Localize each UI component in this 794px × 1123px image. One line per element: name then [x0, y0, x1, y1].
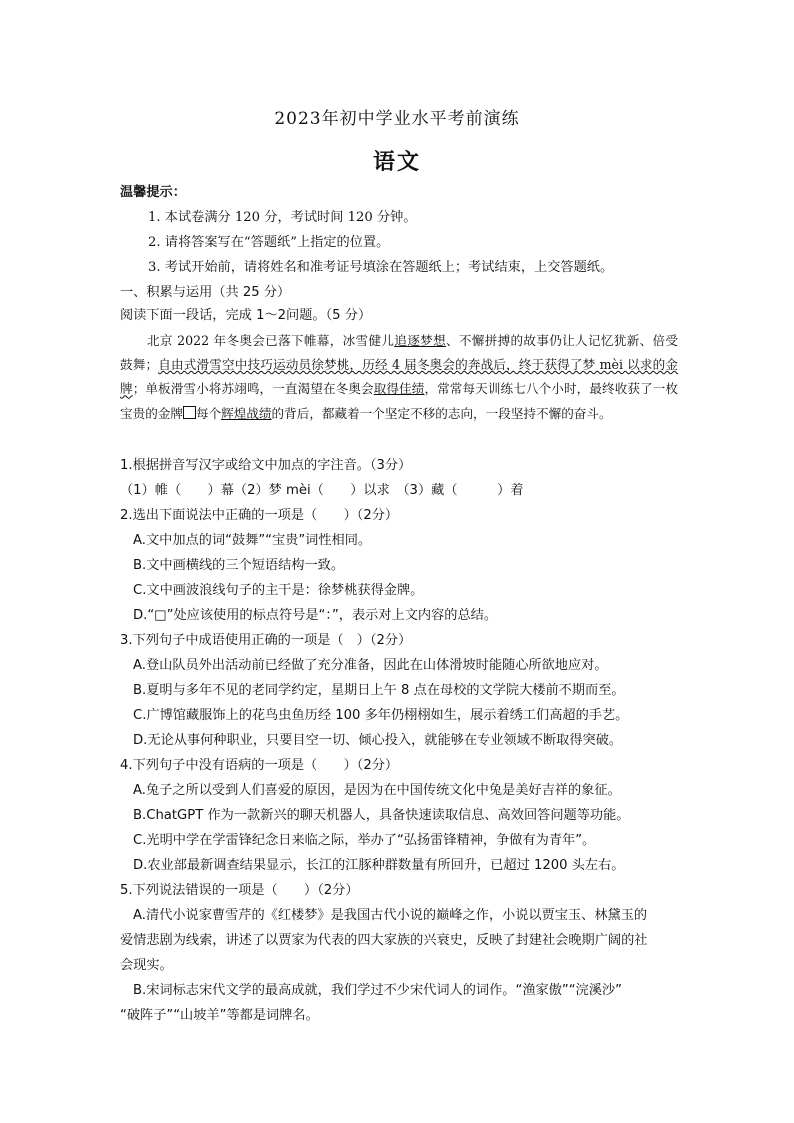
section-heading: 一、积累与运用（共 25 分）: [120, 285, 291, 300]
question-1-options: （1）帷（ ）幕（2）梦 mèi（ ）以求 （3）藏（ ）着: [120, 483, 524, 498]
question-1-stem: 1.根据拼音写汉字或给文中加点的字注音。（3分）: [120, 458, 412, 473]
question-5-option-a-cont: 会现实。: [120, 958, 173, 973]
question-4-option-d: D.农业部最新调查结果显示，长江的江豚种群数量有所回升，已超过 1200 头左右。: [133, 858, 625, 873]
question-2-option-d: D.“□”处应该使用的标点符号是“：”，表示对上文内容的总结。: [133, 608, 498, 623]
passage-text: ；单板滑雪小将苏翊鸣，一直渴望在冬奥会: [132, 381, 374, 397]
passage-text: 北京 2022 年冬奥会已落下帷幕，冰雪健儿: [147, 333, 395, 348]
punctuation-blank-box: [183, 406, 196, 419]
question-3-option-b: B.夏明与多年不见的老同学约定，星期日上午 8 点在母校的文学院大楼前不期而至。: [133, 683, 625, 698]
question-3-option-a: A.登山队员外出活动前已经做了充分准备，因此在山体滑坡时能随心所欲地应对。: [133, 658, 608, 673]
question-3-option-d: D.无论从事何种职业，只要目空一切、倾心投入，就能够在专业领域不断取得突破。: [133, 733, 623, 748]
question-3-stem: 3.下列句子中成语使用正确的一项是（ ）（2分）: [120, 633, 412, 648]
question-2-option-a: A.文中加点的词“鼓舞”“宝贵”词性相同。: [133, 533, 372, 548]
question-3-option-c: C.广博馆藏服饰上的花鸟虫鱼历经 100 多年仍栩栩如生，展示着绣工们高超的手艺。: [133, 708, 629, 723]
question-2-option-b: B.文中画横线的三个短语结构一致。: [133, 558, 345, 573]
reading-passage: [120, 329, 678, 426]
passage-text: 的背后，都藏着一个坚定不移的志向，一段坚持不懈的奋斗。: [271, 405, 612, 421]
passage-text: 每个: [195, 405, 222, 421]
question-5-option-a: A.清代小说家曹雪芹的《红楼梦》是我国古代小说的巅峰之作，小说以贾宝玉、林黛玉的: [133, 908, 648, 923]
question-4-stem: 4.下列句子中没有语病的一项是（ ）（2分）: [120, 758, 399, 773]
tip-item-3: 3. 考试开始前，请将姓名和准考证号填涂在答题纸上；考试结束，上交答题纸。: [148, 260, 614, 275]
question-2-stem: 2.选出下面说法中正确的一项是（ ）（2分）: [120, 508, 399, 523]
exam-title: 2023年初中学业水平考前演练: [274, 109, 520, 129]
question-5-option-a-cont: 爱情悲剧为线索，讲述了以贾家为代表的四大家族的兴衰史，反映了封建社会晚期广阔的社: [120, 933, 648, 948]
question-4-option-a: A.兔子之所以受到人们喜爱的原因，是因为在中国传统文化中兔是美好吉祥的象征。: [133, 783, 621, 798]
question-4-option-b: B.ChatGPT 作为一款新兴的聊天机器人，具备快速读取信息、高效回答问题等功能。: [133, 808, 630, 823]
question-4-option-c: C.光明中学在学雷锋纪念日来临之际，举办了“弘扬雷锋精神，争做有为青年”。: [133, 833, 596, 848]
question-5-option-b: B.宋词标志宋代文学的最高成就，我们学过不少宋代词人的词作。“渔家傲”“浣溪沙”: [133, 983, 622, 998]
question-2-option-c: C.文中画波浪线句子的主干是：徐梦桃获得金牌。: [133, 583, 424, 598]
underlined-phrase: 追逐梦想: [394, 333, 446, 348]
question-5-stem: 5.下列说法错误的一项是（ ）（2分）: [120, 883, 359, 898]
reading-intro: 阅读下面一段话，完成 1～2问题。（5 分）: [120, 308, 372, 323]
tips-heading: 温馨提示：: [120, 185, 186, 200]
passage-text: ，常常每天训练七八个小时，最终收获了一枚宝贵的金牌: [120, 381, 679, 421]
tip-item-1: 1. 本试卷满分 120 分，考试时间 120 分钟。: [148, 210, 417, 225]
tip-item-2: 2. 请将答案写在“答题纸”上指定的位置。: [148, 235, 390, 250]
underlined-phrase: 辉煌战绩: [221, 405, 272, 421]
subject-title: 语文: [372, 150, 421, 175]
underlined-phrase: 取得佳绩: [373, 381, 425, 397]
wavy-sentence: 自由式滑雪空中技巧运动员徐梦桃，历经 4 届冬奥会的奔战后，终于获得了梦 mèi 以求的金牌: [120, 357, 679, 397]
question-5-option-b-cont: “破阵子”“山坡羊”等都是词牌名。: [120, 1008, 319, 1023]
passage-text: 、不懈拼搏的故事仍让人记忆犹新、倍受鼓舞；: [120, 333, 679, 373]
